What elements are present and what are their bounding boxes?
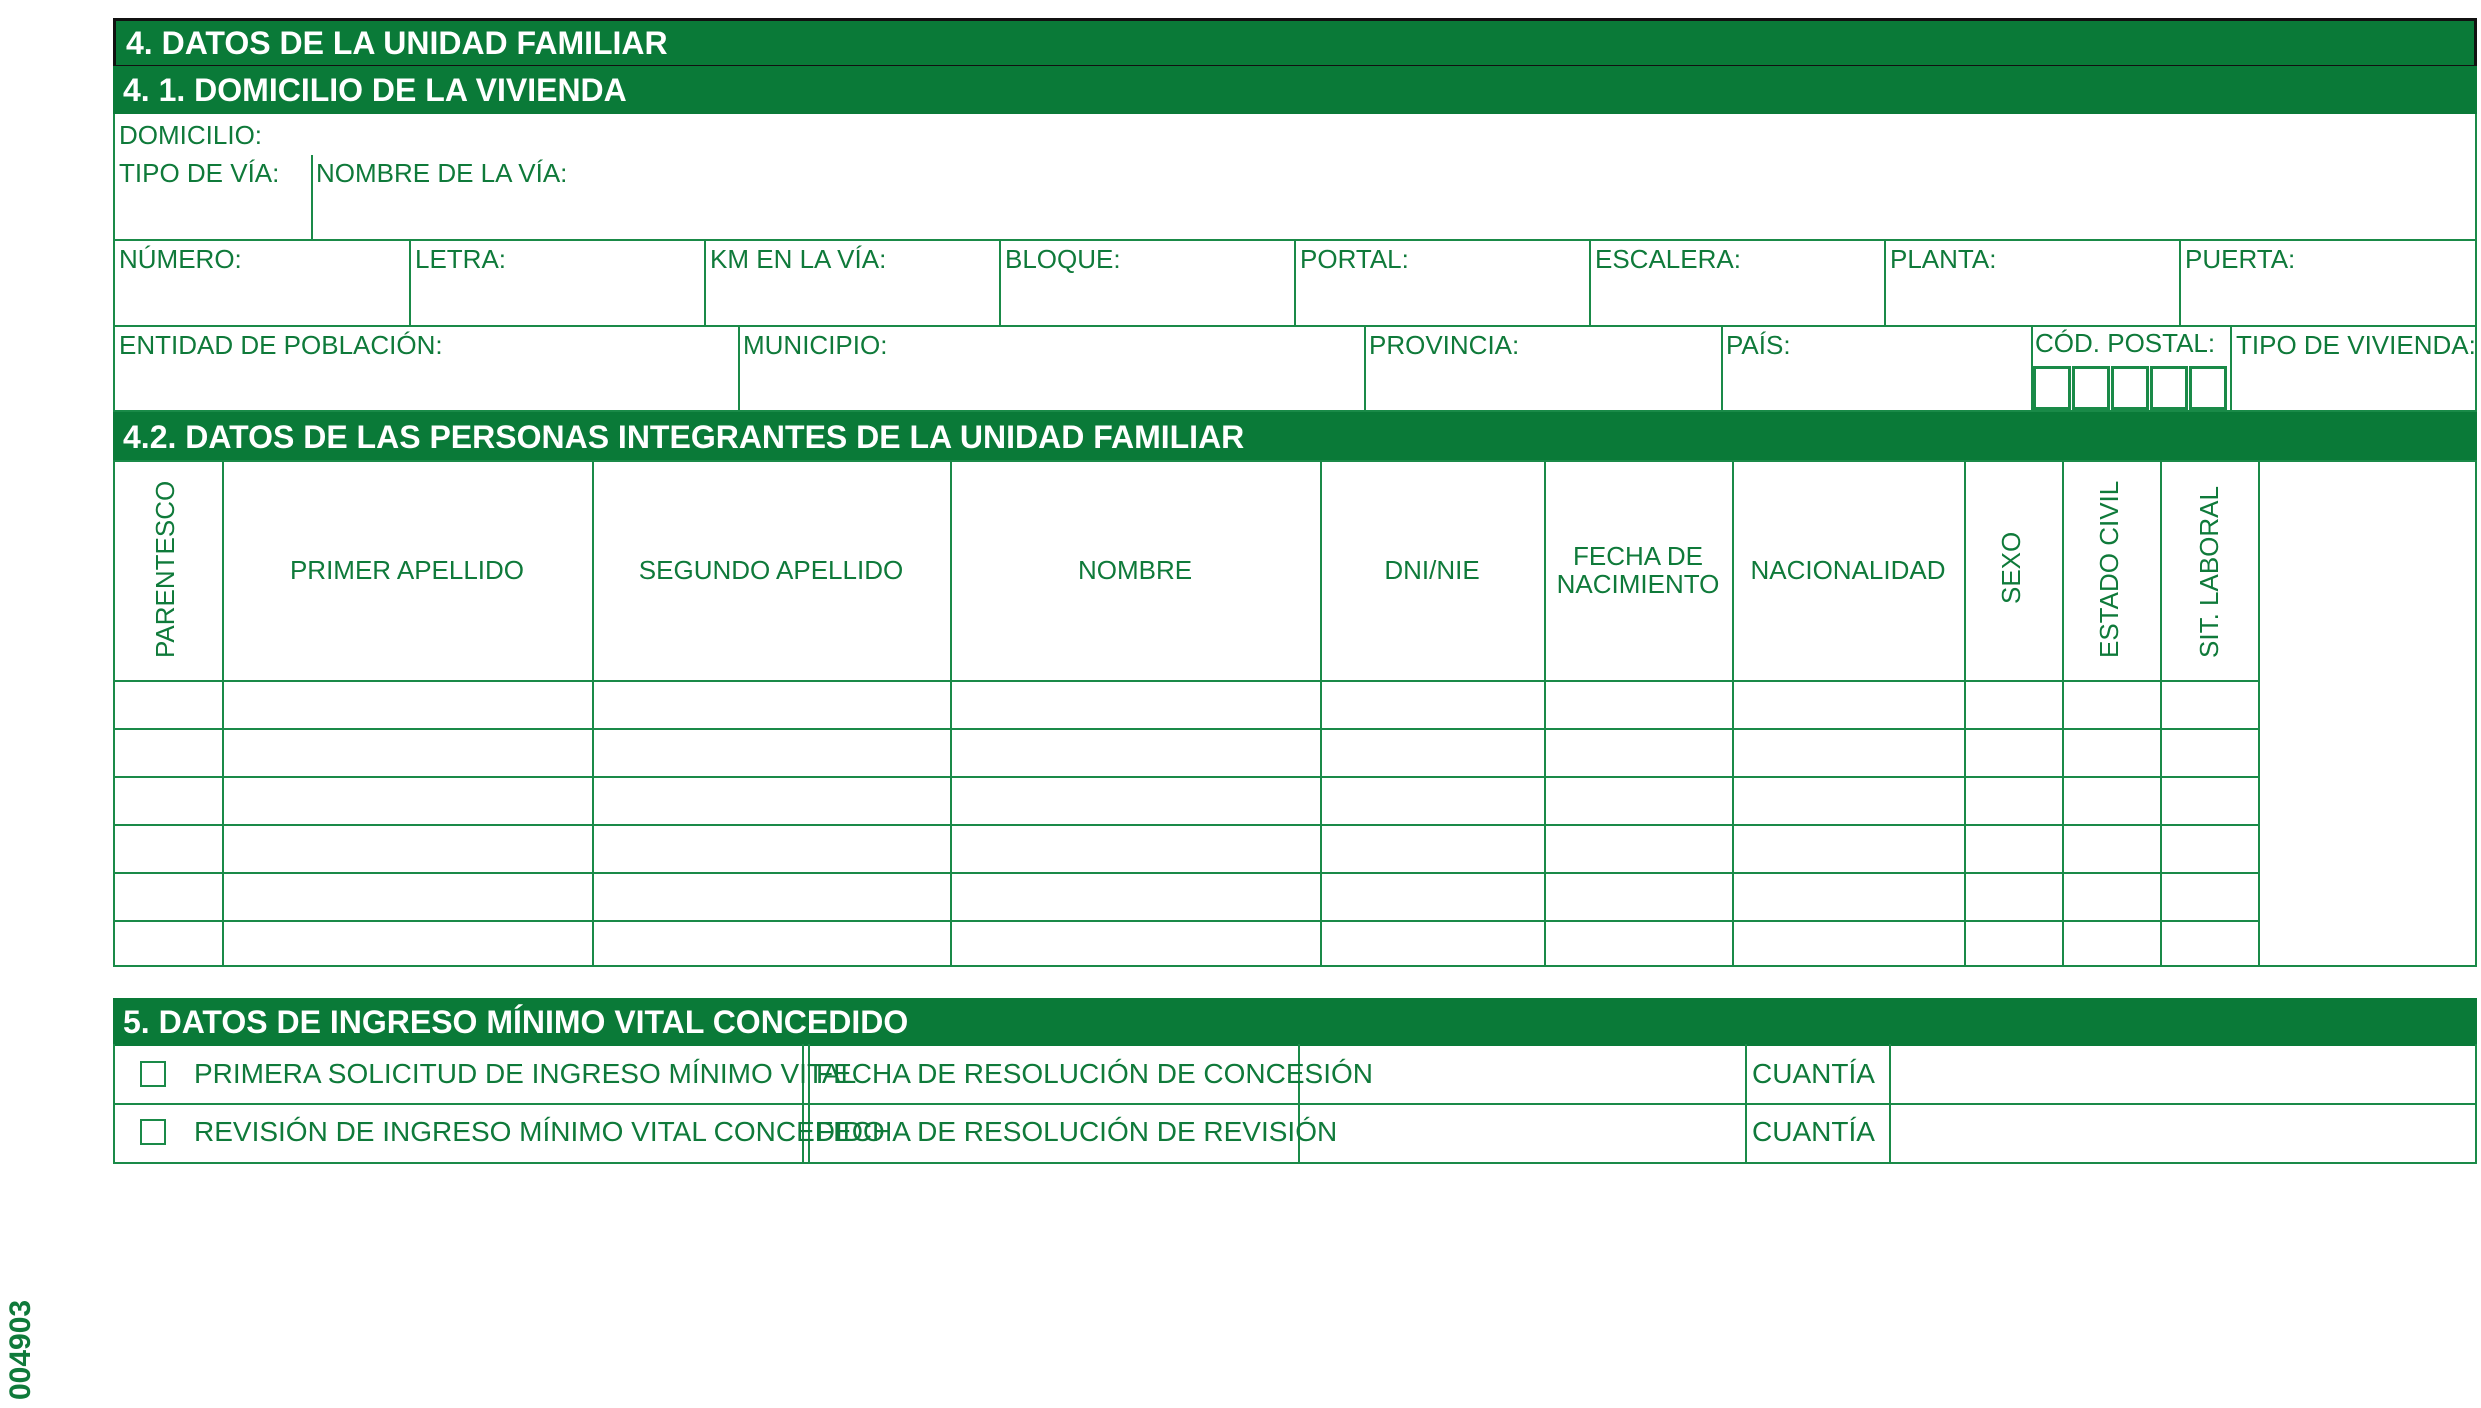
table-cell[interactable] bbox=[115, 874, 221, 919]
portal-field[interactable] bbox=[1296, 241, 1587, 325]
tipo-vivienda-field[interactable] bbox=[2232, 326, 2473, 412]
municipio-label: MUNICIPIO: bbox=[743, 330, 888, 360]
letra-field[interactable] bbox=[411, 241, 702, 325]
table-cell[interactable] bbox=[1322, 874, 1543, 919]
numero-field[interactable] bbox=[115, 241, 407, 325]
table-cell[interactable] bbox=[2064, 778, 2159, 823]
form-code: 004903 bbox=[4, 1299, 37, 1400]
section-5-title: 5. DATOS DE INGRESO MÍNIMO VITAL CONCEDIDO bbox=[123, 1004, 909, 1040]
portal-label: PORTAL: bbox=[1300, 244, 1409, 274]
table-cell[interactable] bbox=[2162, 826, 2257, 871]
table-cell[interactable] bbox=[1322, 682, 1543, 727]
section-4-1-title-bar bbox=[113, 66, 2477, 114]
table-cell[interactable] bbox=[2064, 682, 2159, 727]
table-cell[interactable] bbox=[1322, 730, 1543, 775]
col-fecha-nacimiento bbox=[1544, 462, 1732, 678]
table-cell[interactable] bbox=[1322, 826, 1543, 871]
km-via-label: KM EN LA VÍA: bbox=[710, 244, 887, 274]
table-cell[interactable] bbox=[115, 682, 221, 727]
table-cell[interactable] bbox=[1546, 826, 1731, 871]
section-4-1-title: 4. 1. DOMICILIO DE LA VIVIENDA bbox=[123, 72, 627, 108]
table-cell[interactable] bbox=[2064, 826, 2159, 871]
fecha-revision-label: FECHA DE RESOLUCIÓN DE REVISIÓN bbox=[816, 1116, 1338, 1147]
fecha-revision-field[interactable] bbox=[1300, 1105, 1745, 1162]
table-cell[interactable] bbox=[2162, 778, 2257, 823]
table-cell[interactable] bbox=[224, 682, 591, 727]
table-cell[interactable] bbox=[1546, 778, 1731, 823]
col-fecha-line2: NACIMIENTO bbox=[1556, 569, 1720, 599]
col-sexo: SEXO bbox=[1996, 531, 2026, 604]
col-parentesco: PARENTESCO bbox=[150, 480, 180, 658]
puerta-label: PUERTA: bbox=[2185, 244, 2296, 274]
table-cell[interactable] bbox=[594, 778, 949, 823]
table-cell[interactable] bbox=[1734, 682, 1963, 727]
tipo-via-field[interactable] bbox=[113, 155, 311, 241]
section-4-title-bar bbox=[113, 18, 2477, 68]
table-cell[interactable] bbox=[1734, 730, 1963, 775]
table-cell[interactable] bbox=[952, 730, 1319, 775]
cuantia-2-label: CUANTÍA bbox=[1752, 1116, 1875, 1147]
tipo-via-label: TIPO DE VÍA: bbox=[119, 158, 280, 188]
pais-label: PAÍS: bbox=[1726, 330, 1791, 360]
pais-field[interactable] bbox=[1723, 326, 2031, 412]
postal-digit-box[interactable] bbox=[2189, 366, 2227, 410]
table-cell[interactable] bbox=[1966, 682, 2061, 727]
table-cell[interactable] bbox=[1546, 922, 1731, 967]
escalera-label: ESCALERA: bbox=[1595, 244, 1741, 274]
table-cell[interactable] bbox=[594, 826, 949, 871]
entidad-poblacion-label: ENTIDAD DE POBLACIÓN: bbox=[119, 330, 443, 360]
postal-digit-box[interactable] bbox=[2072, 366, 2110, 410]
col-nacionalidad: NACIONALIDAD bbox=[1750, 555, 1946, 585]
table-cell[interactable] bbox=[224, 778, 591, 823]
domicilio-label: DOMICILIO: bbox=[119, 120, 263, 150]
table-cell[interactable] bbox=[1322, 922, 1543, 967]
table-cell[interactable] bbox=[594, 682, 949, 727]
revision-checkbox[interactable] bbox=[140, 1119, 166, 1145]
section-4-2-title: 4.2. DATOS DE LAS PERSONAS INTEGRANTES DE LA UNIDAD FAMILIAR bbox=[123, 419, 1245, 455]
table-cell[interactable] bbox=[1546, 682, 1731, 727]
nombre-via-label: NOMBRE DE LA VÍA: bbox=[316, 158, 568, 188]
table-cell[interactable] bbox=[594, 922, 949, 967]
table-cell[interactable] bbox=[1734, 922, 1963, 967]
table-cell[interactable] bbox=[224, 730, 591, 775]
col-fecha-line1: FECHA DE bbox=[1572, 541, 1704, 571]
table-cell[interactable] bbox=[115, 778, 221, 823]
escalera-field[interactable] bbox=[1591, 241, 1882, 325]
table-cell[interactable] bbox=[1966, 778, 2061, 823]
table-cell[interactable] bbox=[224, 874, 591, 919]
section-5-title-bar bbox=[113, 998, 2477, 1046]
primera-solicitud-checkbox[interactable] bbox=[140, 1061, 166, 1087]
table-cell[interactable] bbox=[952, 922, 1319, 967]
tipo-vivienda-label: TIPO DE VIVIENDA: bbox=[2236, 330, 2476, 360]
table-cell[interactable] bbox=[952, 874, 1319, 919]
provincia-label: PROVINCIA: bbox=[1369, 330, 1520, 360]
revision-label: REVISIÓN DE INGRESO MÍNIMO VITAL CONCEDIDO bbox=[194, 1116, 885, 1147]
table-cell[interactable] bbox=[1546, 874, 1731, 919]
municipio-field[interactable] bbox=[740, 326, 1364, 412]
puerta-field[interactable] bbox=[2181, 241, 2475, 325]
table-cell[interactable] bbox=[1966, 922, 2061, 967]
provincia-field[interactable] bbox=[1366, 326, 1721, 412]
fecha-concesion-label: FECHA DE RESOLUCIÓN DE CONCESIÓN bbox=[816, 1058, 1373, 1089]
table-cell[interactable] bbox=[952, 778, 1319, 823]
entidad-poblacion-field[interactable] bbox=[113, 326, 738, 412]
table-cell[interactable] bbox=[1734, 778, 1963, 823]
cuantia-1-field[interactable] bbox=[1891, 1044, 2475, 1102]
table-cell[interactable] bbox=[2064, 874, 2159, 919]
section-4-title: 4. DATOS DE LA UNIDAD FAMILIAR bbox=[126, 25, 668, 61]
table-cell[interactable] bbox=[115, 730, 221, 775]
cuantia-1-label: CUANTÍA bbox=[1752, 1058, 1875, 1089]
col-estado-civil: ESTADO CIVIL bbox=[2094, 480, 2124, 658]
col-segundo-apellido: SEGUNDO APELLIDO bbox=[638, 555, 904, 585]
table-cell[interactable] bbox=[1734, 826, 1963, 871]
table-cell[interactable] bbox=[1546, 730, 1731, 775]
col-sit-laboral: SIT. LABORAL bbox=[2194, 486, 2224, 658]
planta-label: PLANTA: bbox=[1890, 244, 1997, 274]
table-cell[interactable] bbox=[952, 826, 1319, 871]
divider bbox=[1745, 1044, 1747, 1162]
nombre-via-field[interactable] bbox=[313, 155, 2473, 241]
postal-digit-box[interactable] bbox=[2111, 366, 2149, 410]
postal-digit-box[interactable] bbox=[2150, 366, 2188, 410]
table-cell[interactable] bbox=[1966, 730, 2061, 775]
table-cell[interactable] bbox=[224, 826, 591, 871]
col-dni-nie: DNI/NIE bbox=[1384, 555, 1480, 585]
primera-solicitud-label: PRIMERA SOLICITUD DE INGRESO MÍNIMO VITAL bbox=[194, 1058, 857, 1089]
cod-postal-label: CÓD. POSTAL: bbox=[2035, 328, 2216, 358]
table-cell[interactable] bbox=[594, 874, 949, 919]
cuantia-2-field[interactable] bbox=[1891, 1105, 2475, 1162]
table-cell[interactable] bbox=[1966, 874, 2061, 919]
letra-label: LETRA: bbox=[415, 244, 507, 274]
table-cell[interactable] bbox=[2162, 730, 2257, 775]
planta-field[interactable] bbox=[1886, 241, 2177, 325]
table-cell[interactable] bbox=[2162, 922, 2257, 967]
table-cell[interactable] bbox=[2162, 682, 2257, 727]
bloque-field[interactable] bbox=[1001, 241, 1292, 325]
bloque-label: BLOQUE: bbox=[1005, 244, 1121, 274]
table-cell[interactable] bbox=[1322, 778, 1543, 823]
postal-digit-box[interactable] bbox=[2033, 366, 2071, 410]
table-cell[interactable] bbox=[2162, 874, 2257, 919]
table-cell[interactable] bbox=[2064, 922, 2159, 967]
km-via-field[interactable] bbox=[706, 241, 997, 325]
table-cell[interactable] bbox=[1734, 874, 1963, 919]
col-primer-apellido: PRIMER APELLIDO bbox=[289, 555, 525, 585]
table-cell[interactable] bbox=[594, 730, 949, 775]
table-cell[interactable] bbox=[224, 922, 591, 967]
fecha-concesion-field[interactable] bbox=[1300, 1044, 1745, 1102]
table-cell[interactable] bbox=[115, 826, 221, 871]
section-4-2-title-bar bbox=[113, 412, 2477, 462]
table-cell[interactable] bbox=[1966, 826, 2061, 871]
col-nombre: NOMBRE bbox=[1077, 555, 1193, 585]
table-cell[interactable] bbox=[2064, 730, 2159, 775]
table-cell[interactable] bbox=[952, 682, 1319, 727]
table-column-divider bbox=[2258, 460, 2260, 967]
table-cell[interactable] bbox=[115, 922, 221, 967]
numero-label: NÚMERO: bbox=[119, 244, 242, 274]
